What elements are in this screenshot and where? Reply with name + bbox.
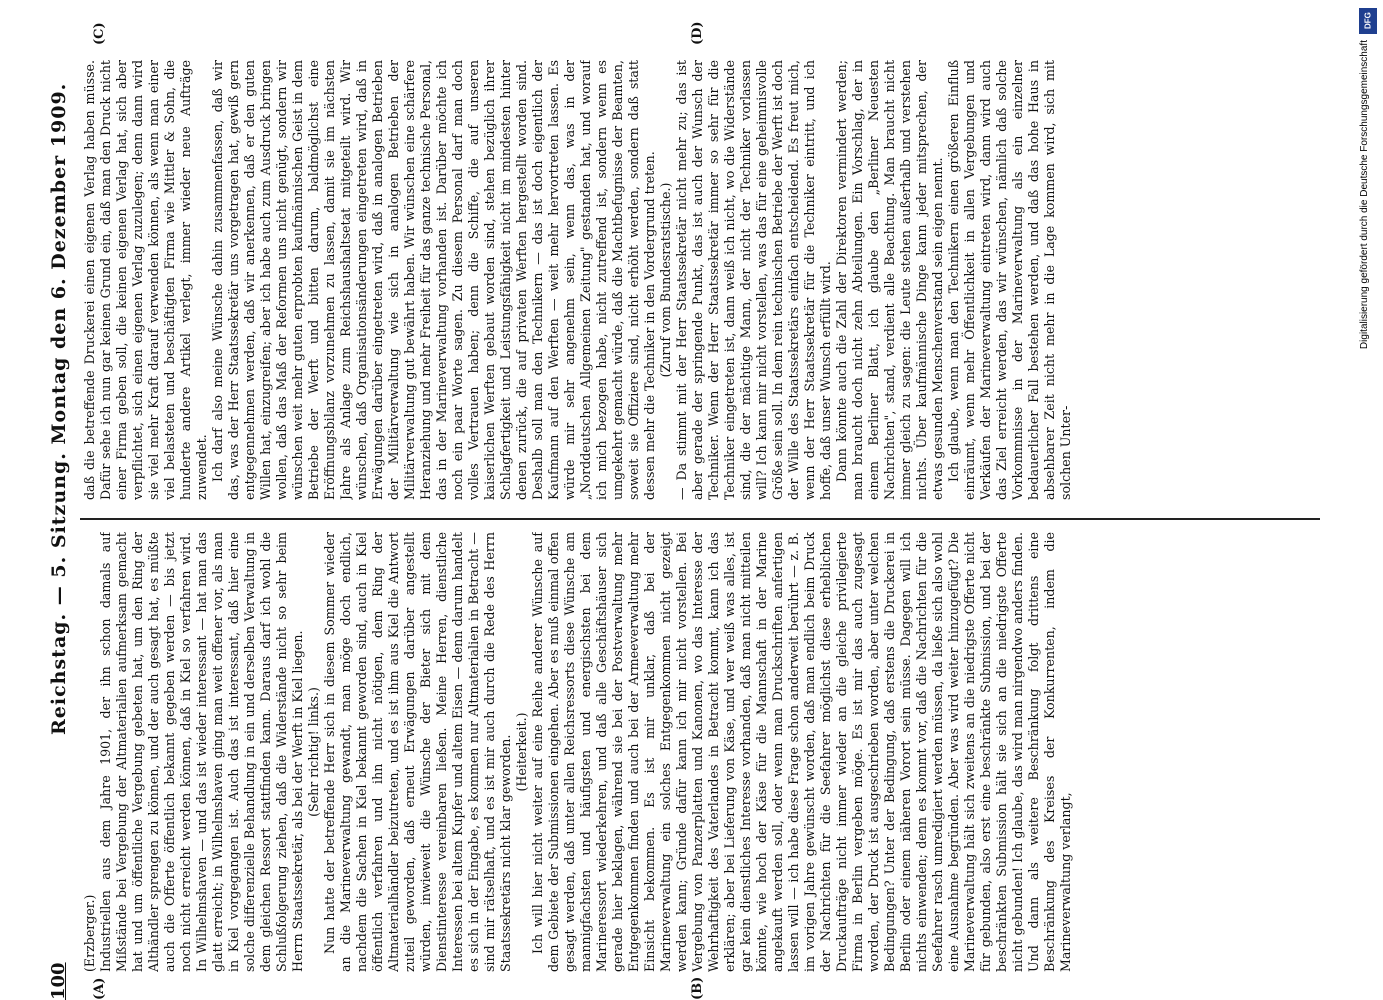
interjection: (Zuruf vom Bundesratstische.): [658, 182, 673, 378]
margin-marker-d: (D): [690, 21, 705, 45]
speaker-name: (Erzberger.): [82, 894, 97, 972]
paragraph: Ich darf also meine Wünsche dahin zusammenfassen, daß wir das, was der Herr Staatssekretär uns vorgetragen hat, gewiß gern entgegennehmen werden, daß wir anerkennen, daß er den guten Willen hat, einzugreifen; aber ich habe auch zum Ausdruck bringen wollen, daß das Maß der Reformen uns nicht genügt, sondern wir wünschen weit mehr guten erprobten kaufmännischen Geist in dem Betriebe der Werft und bitten darum, baldmöglichst eine Eröffnungsbilanz vorzunehmen zu lassen, damit sie im nächsten Jahre als Anlage zum Reichshaushaltsetat mitgeteilt wird. Wir wünschen, daß Organisationsänderungen eingetreten wird, daß in Erwägungen darüber eingetreten wird, daß in analogen Betrieben der Militärverwaltung wie sich in analogen Betrieben der Militärverwaltung gut bewährt haben. Wir wünschen eine schärfere Heranziehung und mehr Freiheit für das ganze technische Personal, das in der Marineverwaltung vorhanden ist. Darüber möchte ich noch ein paar Worte sagen. Zu diesem Personal darf man doch volles Vertrauen haben; denn die Schiffe, die auf unseren kaiserlichen Werften gebaut worden sind, stehen bezüglich ihrer Schlagfertigkeit und Leistungsfähigkeit nicht im mindesten hinter denen zurück, die auf privaten Werften hergestellt worden sind. Deshalb soll man den Technikern — das ist doch eigentlich der Kaufmann auf den Werften — weit mehr hervortreten lassen. Es würde mir sehr angenehm sein, wenn das, was in der „Norddeutschen Allgemeinen Zeitung" gestanden hat, und worauf ich mich bezogen habe, nicht zutreffend ist, sondern wenn es umgekehrt gemacht würde, daß die Machtbefugnisse der Beamten, soweit sie Offiziere sind, nicht erhöht werden, sondern daß statt dessen mehr die Techniker in den Vordergrund treten.: [210, 60, 657, 500]
interjection: (Sehr richtig! links.): [306, 687, 321, 817]
column-divider: [80, 518, 1320, 520]
right-column: [82, 60, 1322, 500]
left-column: [82, 532, 1322, 972]
page-header: [40, 50, 80, 1000]
page-heading: Reichstag. — 5. Sitzung. Montag den 6. Dezember 1909.: [48, 82, 70, 735]
paragraph: Industriellen aus dem Jahre 1901, der ihn schon damals auf Mißstände bei Vergebung der Altmaterialien aufmerksam gemacht hat und um öffentliche Vergebung gebeten hat, um den Ring der Althändler sprengen zu können, und der auch gesagt hat, es müßte auch die Offerte öffentlich bekannt gegeben werden — bis jetzt noch nicht erreicht werden können, daß in Kiel so verfahren wird. In Wilhelmshaven — und das ist wieder interessant — hat man das glatt erreicht; in Wilhelmshaven ging man weit offener vor, als man in Kiel vorgegangen ist. Auch das ist interessant, daß hier eine solche differenzielle Behandlung in ein und derselben Verwaltung in dem gleichen Ressort stattfinden kann. Daraus darf ich wohl die Schlußfolgerung ziehen, daß die Widerstände nicht so sehr beim Herrn Staatssekretär, als bei der Werft in Kiel liegen.: [98, 532, 305, 972]
interjection: (Heiterkeit.): [514, 712, 529, 792]
paragraph: daß die betreffende Druckerei einen eigenen Verlag haben müsse. Dafür sehe ich nun gar keinen Grund ein, daß man den Druck nicht einer Firma geben soll, die keinen eigenen Verlag hat, sich aber verpflichtet, sich einen eigenen Verlag zuzulegen; denn dann wird sie viel mehr Kraft darauf verwenden können, als wenn man einer viel belasteten und beschäftigten Firma wie Mittler & Sohn, die hunderte andere Artikel verlegt, immer wieder neue Aufträge zuwendet.: [82, 60, 209, 500]
digitization-sidebar: [1355, 0, 1383, 1000]
paragraph: — Da stimmt mit der Herr Staatssekretär nicht mehr zu; das ist aber gerade der springende Punkt, das ist auch der Wunsch der Techniker. Wenn der Herr Staatssekretär immer so sehr für die Techniker eingetreten ist, dann weiß ich nicht, wo die Widerstände sind, die der mächtige Mann, der nicht der Techniker vorlassen will? Ich kann mir nicht vorstellen, was das für eine geheimnisvolle Größe sein soll. In dem rein technischen Betriebe der Werft ist doch der Wille des Staatssekretärs einfach entscheidend. Es freut mich, wenn der Herr Staatssekretär für die Techniker eintritt, und ich hoffe, daß unser Wunsch erfüllt wird.: [674, 60, 833, 500]
paragraph: Nun hatte der betreffende Herr sich in diesem Sommer wieder an die Marineverwaltung gewandt, man möge doch endlich, nachdem die Sachen in Kiel bekannt geworden sind, auch in Kiel öffentlich verfahren und ihn nicht nötigen, dem Ring der Altmaterialhändler beizutreten, und es ist ihm aus Kiel die Antwort zuteil geworden, daß erneut Erwägungen darüber angestellt würden, inwieweit die Wünsche der Bieter sich mit dem Dienstinteresse vereinbaren ließen. Meine Herren, dienstliche Interessen bei altem Kupfer und altem Eisen — denn darum handelt es sich in der Eingabe, es kommen nur Altmaterialien in Betracht — sind mir rätselhaft, und es ist mir auch durch die Rede des Herrn Staatssekretärs nicht klar geworden.: [322, 532, 513, 972]
margin-marker-c: (C): [92, 22, 107, 45]
margin-marker-a: (A): [92, 977, 107, 1000]
paragraph: Ich glaube, wenn man den Technikern einen größeren Einfluß einräumt, wenn mehr Öffentlichkeit in allen Vergebungen und Verkäufen der Marineverwaltung eintreten wird, dann wird auch das Ziel erreicht werden, das wir wünschen, nämlich daß solche Vorkommnisse in der Marineverwaltung als ein einzelner bedauerlicher Fall bestehen werden, und daß das hohe Haus in absehbarer Zeit nicht mehr in die Lage kommen wird, sich mit solchen Unter-: [946, 60, 1073, 500]
paragraph: Ich will hier nicht weiter auf eine Reihe anderer Wünsche auf dem Gebiete der Submissionen eingehen. Aber es muß einmal offen gesagt werden, daß unter allen Reichsressorts diese Wünsche am mannigfachsten und häufigsten und energischsten bei dem Marineressort wiederkehren, und daß alle Geschäftshäuser sich gerade hier beklagen, während sie bei der Postverwaltung mehr Entgegenkommen finden und auch bei der Armeeverwaltung mehr Einsicht bekommen. Es ist mir unklar, daß bei der Marineverwaltung ein solches Entgegenkommen nicht gezeigt werden kann; Gründe dafür kann ich mir nicht vorstellen. Bei Vergebung von Panzerplatten und Kanonen, wo das Interesse der Wehrhaftigkeit des Vaterlandes in Betracht kommt, kann ich das erklären; aber bei Lieferung von Käse, und wer weiß was alles, ist gar kein dienstliches Interesse vorhanden, daß man nicht mitteilen könnte, wie hoch der Käse für die Mannschaft in der Marine angekauft werden soll, oder wenn man Druckschriften anfertigen lassen will — ich habe diese Frage schon anderweit berührt — z. B. im vorigen Jahre gewünscht worden, daß man endlich beim Druck der Nachrichten für die Seefahrer möglichst diese erheblichen Druckaufträge nicht immer wieder an die gleiche privilegierte Firma in Berlin vergeben möge. Es ist mir das auch zugesagt worden, der Druck ist ausgeschrieben worden, aber unter welchen Bedingungen? Unter der Bedingung, daß erstens die Druckerei in Berlin oder einem näheren Vorort sein müsse. Dagegen will ich nichts einwenden; denn es kommt vor, daß die Nachrichten für die Seefahrer rasch umredigiert werden müssen, da ließe sich also wohl eine Ausnahme begründen. Aber was wird weiter hinzugefügt? Die Marineverwaltung hält sich zweitens an die niedrigste Offerte nicht für gebunden, also erst eine beschränkte Submission, und bei der beschränkten Submission hält sie sich an die niedrigste Offerte nicht gebunden! Ich glaube, das wird man nirgendwo anders finden. Und dann als weitere Beschränkung folgt drittens eine Beschränkung des Kreises der Konkurrenten, indem die Marineverwaltung verlangt,: [530, 532, 1073, 972]
digitization-credit: Digitalisierung gefördert durch die Deutsche Forschungsgemeinschaft: [1359, 40, 1370, 350]
paragraph: Dann könnte auch die Zahl der Direktoren vermindert werden; man braucht doch nicht zehn Abteilungen. Ein Vorschlag, der in einem Berliner Blatt, ich glaube den „Berliner Neuesten Nachrichten", stand, verdient alle Beachtung. Man braucht nicht immer gleich zu sagen: die Leute stehen außerhalb und verstehen nichts. Über kaufmännische Dinge kann jeder mitsprechen, der etwas gesunden Menschenverstand sein eigen nennt.: [834, 60, 945, 500]
rotated-page: [40, 20, 1330, 1000]
page-number: 100: [48, 962, 69, 1000]
margin-marker-b: (B): [690, 976, 705, 1000]
dfg-logo-icon: DFG: [1359, 8, 1377, 34]
